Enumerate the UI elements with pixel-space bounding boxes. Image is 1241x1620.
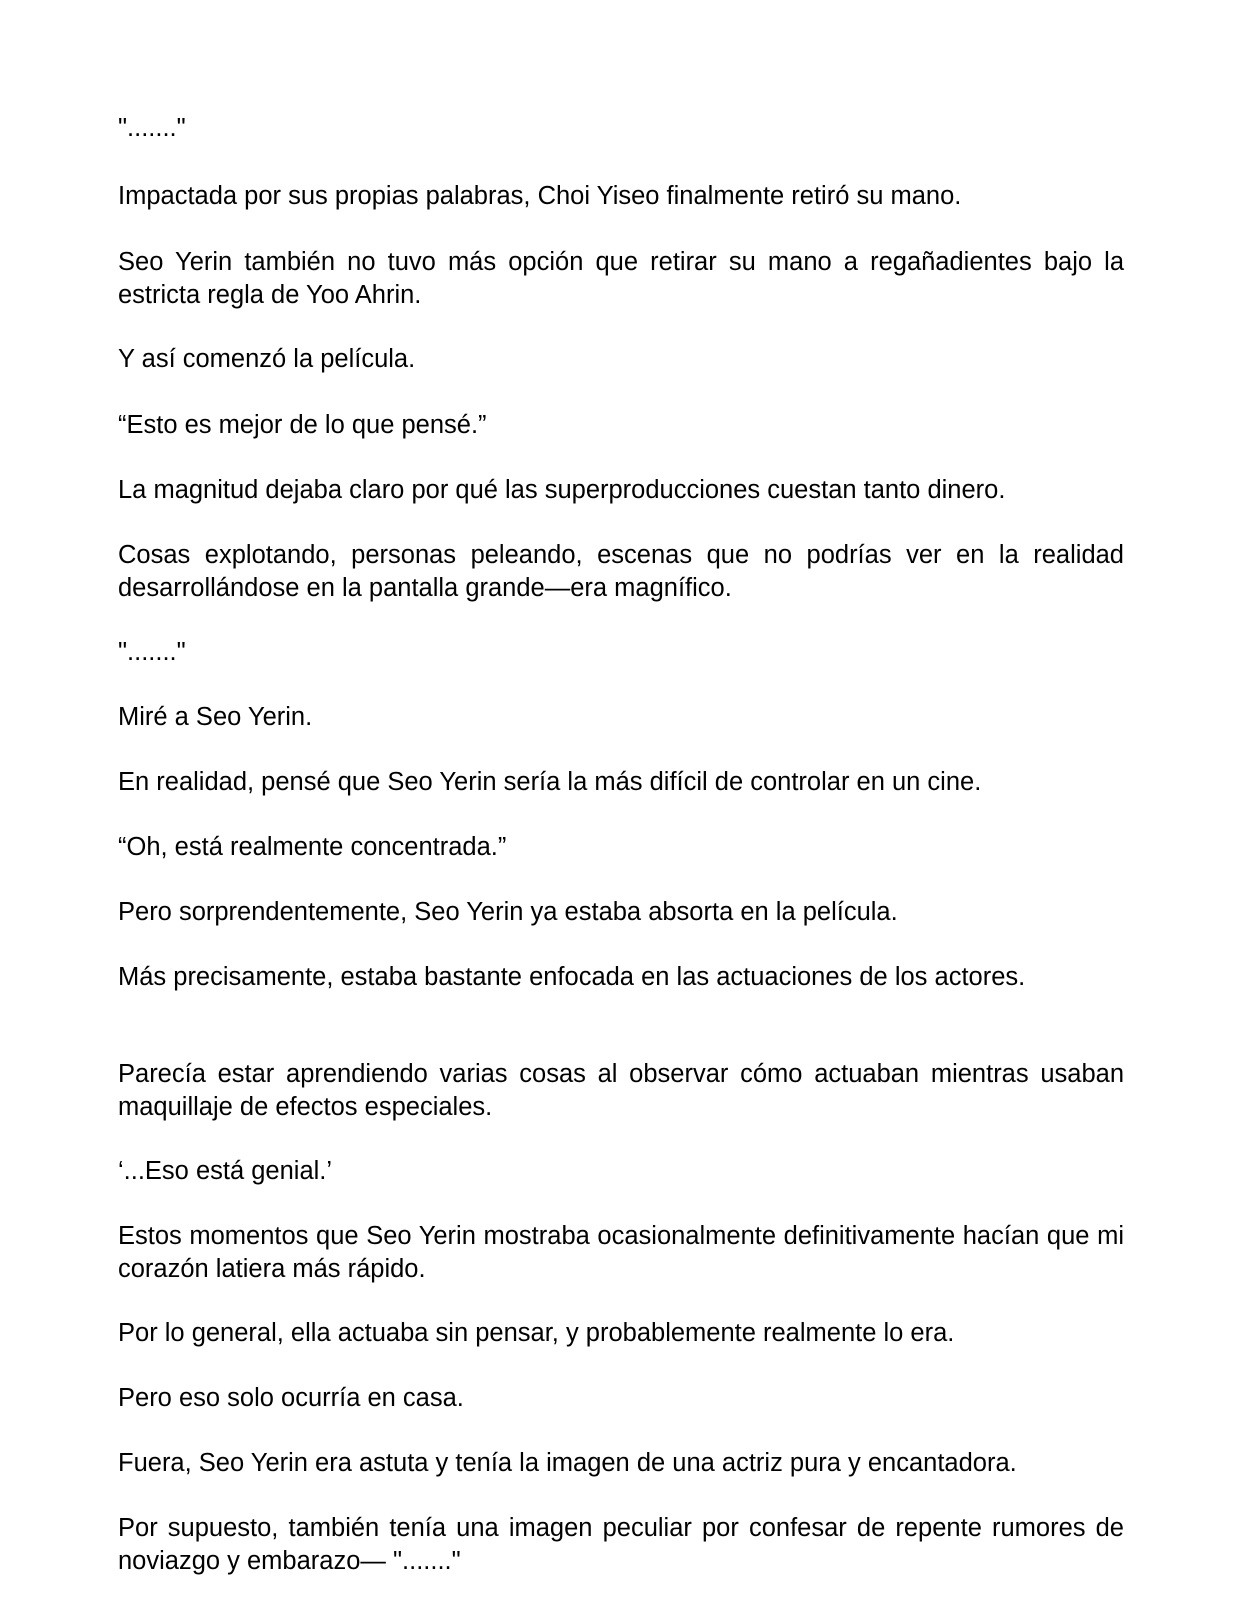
- paragraph-7: Cosas explotando, personas peleando, escenas que no podrías ver en la realidad desarrollándose en la pantalla grande—era magnífico.: [118, 541, 1124, 602]
- paragraph-15: ‘...Eso está genial.’: [118, 1157, 333, 1185]
- paragraph-14: Parecía estar aprendiendo varias cosas al observar cómo actuaban mientras usaban maquillaje de efectos especiales.: [118, 1060, 1124, 1121]
- paragraph-6: La magnitud dejaba claro por qué las superproducciones cuestan tanto dinero.: [118, 476, 1006, 504]
- paragraph-5: “Esto es mejor de lo que pensé.”: [118, 411, 487, 439]
- paragraph-16: Estos momentos que Seo Yerin mostraba ocasionalmente definitivamente hacían que mi corazón latiera más rápido.: [118, 1222, 1124, 1283]
- paragraph-18: Pero eso solo ocurría en casa.: [118, 1384, 464, 1412]
- paragraph-20: Por supuesto, también tenía una imagen peculiar por confesar de repente rumores de noviazgo y embarazo— ".......": [118, 1514, 1124, 1575]
- paragraph-2: Impactada por sus propias palabras, Choi Yiseo finalmente retiró su mano.: [118, 182, 962, 210]
- paragraph-19: Fuera, Seo Yerin era astuta y tenía la imagen de una actriz pura y encantadora.: [118, 1449, 1017, 1477]
- paragraph-12: Pero sorprendentemente, Seo Yerin ya estaba absorta en la película.: [118, 898, 898, 926]
- paragraph-10: En realidad, pensé que Seo Yerin sería la más difícil de controlar en un cine.: [118, 768, 982, 796]
- paragraph-8: ".......": [118, 638, 186, 666]
- paragraph-17: Por lo general, ella actuaba sin pensar, y probablemente realmente lo era.: [118, 1319, 955, 1347]
- paragraph-1: ".......": [118, 114, 186, 142]
- paragraph-9: Miré a Seo Yerin.: [118, 703, 313, 731]
- paragraph-3: Seo Yerin también no tuvo más opción que retirar su mano a regañadientes bajo la estricta regla de Yoo Ahrin.: [118, 248, 1124, 309]
- paragraph-13: Más precisamente, estaba bastante enfocada en las actuaciones de los actores.: [118, 963, 1026, 991]
- paragraph-11: “Oh, está realmente concentrada.”: [118, 833, 507, 861]
- paragraph-4: Y así comenzó la película.: [118, 345, 416, 373]
